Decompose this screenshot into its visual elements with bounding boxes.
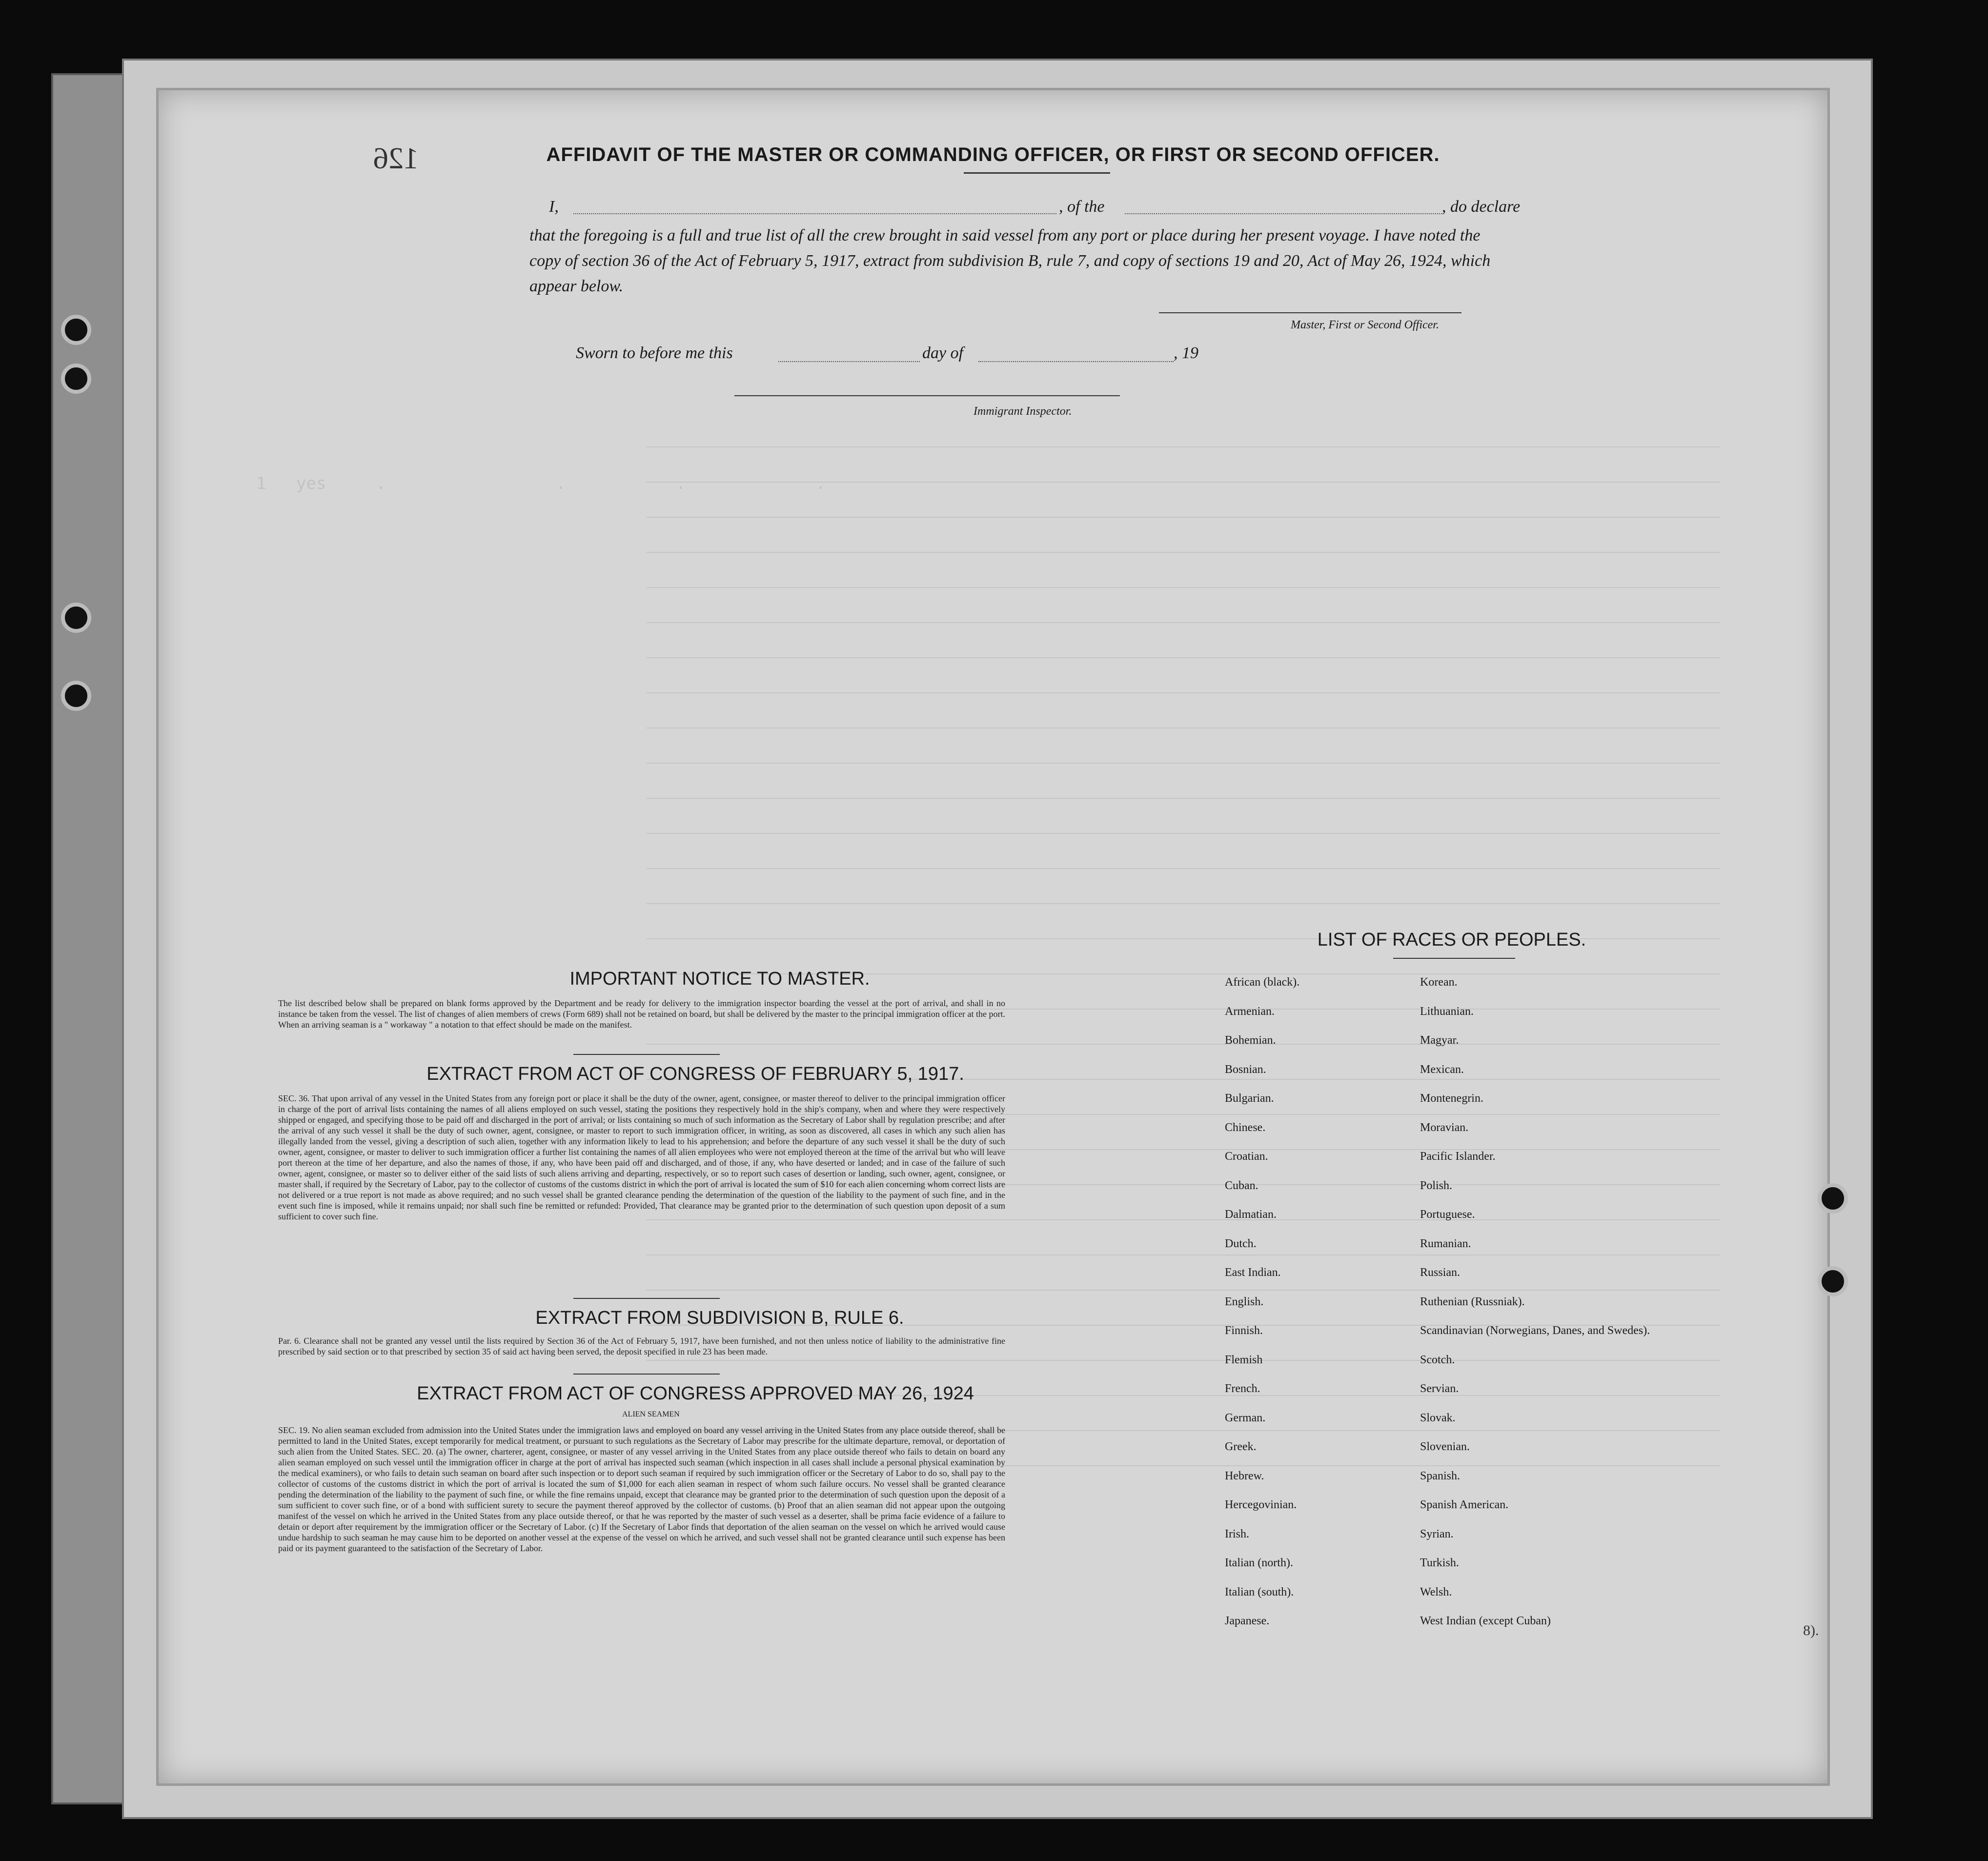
affidavit-title: AFFIDAVIT OF THE MASTER OR COMMANDING OFFICER, OR FIRST OR SECOND OFFICER. xyxy=(546,144,1440,165)
of-the-label: , of the xyxy=(1059,198,1105,216)
race-item: Portuguese. xyxy=(1420,1208,1475,1221)
extract-1924-subtitle: ALIEN SEAMEN xyxy=(622,1410,680,1418)
race-item: Scotch. xyxy=(1420,1353,1455,1366)
sworn-month-field[interactable] xyxy=(978,361,1174,362)
race-item: East Indian. xyxy=(1225,1266,1281,1279)
extract-rule6-divider xyxy=(573,1374,720,1375)
inspector-label: Immigrant Inspector. xyxy=(974,405,1072,418)
race-item: Bohemian. xyxy=(1225,1034,1276,1047)
punch-hole xyxy=(1818,1266,1848,1296)
race-item: Korean. xyxy=(1420,976,1458,989)
notice-text: The list described below shall be prepared on blank forms approved by the Department and be ready for delivery to the immigration inspector boarding the vessel at the port of arrival, and shall in no instance be taken from the vessel. The list of changes of alien members of crews (Form 689) shall not be retained on board, but shall be delivered by the master to the principal immigration officer at the port. When an arriving seaman is a " workaway " a notation to that effect should be made on the manifest. xyxy=(278,998,1005,1030)
punch-hole xyxy=(1818,1183,1848,1214)
punch-hole xyxy=(61,364,91,394)
race-item: Mexican. xyxy=(1420,1063,1464,1076)
race-item: French. xyxy=(1225,1382,1260,1395)
extract-1917-title: EXTRACT FROM ACT OF CONGRESS OF FEBRUARY 5, 1917. xyxy=(426,1064,964,1084)
race-item: West Indian (except Cuban) xyxy=(1420,1615,1551,1627)
show-through-text: 1 yes . . . . xyxy=(256,474,826,493)
race-item: Croatian. xyxy=(1225,1150,1268,1163)
race-item: Turkish. xyxy=(1420,1557,1459,1569)
extract-1917-divider xyxy=(573,1298,720,1299)
race-item: Irish. xyxy=(1225,1527,1249,1540)
inspector-signature-line[interactable] xyxy=(734,395,1120,396)
vessel-field[interactable] xyxy=(1125,213,1442,214)
race-item: Russian. xyxy=(1420,1266,1461,1279)
race-item: Moravian. xyxy=(1420,1121,1469,1134)
sworn-day-field[interactable] xyxy=(778,361,920,362)
race-item: Japanese. xyxy=(1225,1615,1270,1627)
punch-hole xyxy=(61,681,91,711)
race-item: Bulgarian. xyxy=(1225,1092,1274,1105)
race-item: Servian. xyxy=(1420,1382,1459,1395)
extract-1924-title: EXTRACT FROM ACT OF CONGRESS APPROVED MAY 26, 1924 xyxy=(417,1383,974,1404)
extract-1924-text: SEC. 19. No alien seaman excluded from admission into the United States under the immigration laws and employed on board any vessel arriving in the United States from any place outside thereof, shall be permitted to land in the United States, except temporarily for medical treatment, or pursuant to such regulations as the Secretary of Labor may prescribe for the ultimate departure, removal, or deportation of such alien from the United States. SEC. 20. (a) The owner, charterer, agent, consignee, or master of any vessel arriving in the United States from any place outside thereof who fails to detain on board any alien seaman employed on such vessel until the immigration officer in charge at the port of arrival has inspected such seaman (which inspection in all cases shall include a personal physical examination by the medical examiners), or who fails to detain such seaman on board after such inspection or to deport such seaman if required by such immigration officer or the Secretary of Labor to do so, shall pay to the collector of customs of the customs district in which the port of arrival is located the sum of $1,000 for each alien seaman in respect of whom such failure occurs. No vessel shall be granted clearance pending the determination of the liability to the payment of such fine, or while the fine remains unpaid, except that clearance may be granted prior to the determination of such question upon the deposit of a sum sufficient to cover such fine, or of a bond with sufficient surety to secure the payment thereof approved by the collector of customs. (b) Proof that an alien seaman did not appear upon the outgoing manifest of the vessel on which he arrived in the United States from any place outside thereof, or that he was reported by the master of such vessel as a deserter, shall be prima facie evidence of a failure to detain or deport after requirement by the immigration officer or the Secretary of Labor. (c) If the Secretary of Labor finds that deportation of the alien seaman on the vessel on which he arrived would cause undue hardship to such seaman he may cause him to be deported on another vessel at the expense of the vessel on which he arrived, and such vessel shall not be granted clearance until such expense has been paid or its payment guaranteed to the satisfaction of the Secretary of Labor. xyxy=(278,1425,1005,1553)
race-item: Armenian. xyxy=(1225,1005,1275,1018)
race-item: Welsh. xyxy=(1420,1585,1452,1598)
extract-rule6-text: Par. 6. Clearance shall not be granted any vessel until the lists required by Section 36 of the Act of February 5, 1917, have been furnished, and not then unless notice of liability to the administrative fine prescribed by said section or to that prescribed by section 35 of said act having been served, the deposit specified in rule 23 has been made. xyxy=(278,1336,1005,1356)
race-item: Bosnian. xyxy=(1225,1063,1266,1076)
race-item: Italian (north). xyxy=(1225,1557,1293,1569)
race-item: Montenegrin. xyxy=(1420,1092,1483,1105)
notice-divider xyxy=(573,1054,720,1055)
page-number: 126 xyxy=(373,142,419,175)
year-label: , 19 xyxy=(1174,344,1198,362)
day-of-label: day of xyxy=(922,344,964,362)
declarant-label: I, xyxy=(549,198,559,216)
race-item: Chinese. xyxy=(1225,1121,1266,1134)
extract-rule6-title: EXTRACT FROM SUBDIVISION B, RULE 6. xyxy=(535,1308,904,1328)
sworn-label: Sworn to before me this xyxy=(576,344,733,362)
manifest-page xyxy=(156,88,1830,1786)
race-item: Magyar. xyxy=(1420,1034,1459,1047)
signature-line[interactable] xyxy=(1159,312,1461,313)
races-title: LIST OF RACES OR PEOPLES. xyxy=(1317,930,1586,950)
race-item: Slovenian. xyxy=(1420,1440,1470,1453)
notice-title: IMPORTANT NOTICE TO MASTER. xyxy=(569,969,870,989)
punch-hole xyxy=(61,315,91,345)
race-item: Syrian. xyxy=(1420,1527,1454,1540)
race-item: Dutch. xyxy=(1225,1237,1257,1250)
race-item: Spanish American. xyxy=(1420,1498,1509,1511)
extract-1917-text: SEC. 36. That upon arrival of any vessel in the United States from any foreign port or place it shall be the duty of the owner, agent, consignee, or master thereof to deliver to the principal immigration officer in charge of the port of arrival lists containing the names of all aliens employed on such vessel, stating the positions they respectively hold in the ship's company, when and where they were respectively shipped or engaged, and specifying those to be paid off and discharged in the port of arrival; or lists containing so much of such information as the Secretary of Labor shall by regulation prescribe; and after the arrival of any such vessel it shall be the duty of such owner, agent, consignee, or master to report to such immigration officer, in writing, as soon as discovered, all cases in which any such alien has illegally landed from the vessel, giving a description of such alien, together with any information likely to lead to his apprehension; and before the departure of any such vessel it shall be the duty of such owner, agent, consignee, or master to deliver to such immigration officer a further list containing the names of all alien employees who were not employed thereon at the time of the arrival but who will leave port thereon at the time of her departure, and also the names of those, if any, who have been paid off and discharged, and of those, if any, who have deserted or landed; and in case of the failure of such owner, agent, consignee, or master so to deliver either of the said lists of such aliens arriving and departing, respectively, or so to report such cases of desertion or landing, such owner, agent, consignee, or master shall, if required by the Secretary of Labor, pay to the collector of customs of the customs district in which the port of arrival is located the sum of $10 for each alien concerning whom correct lists are not delivered or a true report is not made as above required; and no such vessel shall be granted clearance pending the determination of the question of the liability to the payment of such fine, and in the event such fine is imposed, while it remains unpaid; nor shall such fine be remitted or refunded: Provided, That clearance may be granted prior to the determination of such question upon deposit of a sum sufficient to cover such fine. xyxy=(278,1093,1005,1221)
race-item: Slovak. xyxy=(1420,1411,1456,1424)
race-item: German. xyxy=(1225,1411,1266,1424)
race-item: Italian (south). xyxy=(1225,1585,1294,1598)
affidavit-body: that the foregoing is a full and true list of all the crew brought in said vessel from any port or place during her present voyage. I have noted the copy of section 36 of the Act of February 5, 1917, extract from subdivision B, rule 7, and copy of sections 19 and 20, Act of May 26, 1924, which appear below. xyxy=(529,226,1491,295)
punch-hole xyxy=(61,603,91,633)
title-underline xyxy=(964,172,1110,174)
race-item: Lithuanian. xyxy=(1420,1005,1474,1018)
race-item: Scandinavian (Norwegians, Danes, and Swedes). xyxy=(1420,1324,1650,1337)
race-item: Ruthenian (Russniak). xyxy=(1420,1295,1525,1308)
race-item: Rumanian. xyxy=(1420,1237,1471,1250)
signature-label: Master, First or Second Officer. xyxy=(1291,319,1439,331)
race-item: Dalmatian. xyxy=(1225,1208,1277,1221)
do-declare-label: , do declare xyxy=(1442,198,1521,216)
margin-mark: 8). xyxy=(1803,1622,1819,1638)
race-item: Flemish xyxy=(1225,1353,1263,1366)
race-item: Hercegovinian. xyxy=(1225,1498,1297,1511)
race-item: Spanish. xyxy=(1420,1469,1461,1482)
race-item: Polish. xyxy=(1420,1179,1453,1192)
race-item: Greek. xyxy=(1225,1440,1257,1453)
race-item: African (black). xyxy=(1225,976,1300,989)
race-item: English. xyxy=(1225,1295,1264,1308)
race-item: Finnish. xyxy=(1225,1324,1263,1337)
race-item: Hebrew. xyxy=(1225,1469,1264,1482)
race-item: Cuban. xyxy=(1225,1179,1258,1192)
declarant-name-field[interactable] xyxy=(573,213,1056,214)
races-divider xyxy=(1393,958,1515,959)
race-item: Pacific Islander. xyxy=(1420,1150,1496,1163)
